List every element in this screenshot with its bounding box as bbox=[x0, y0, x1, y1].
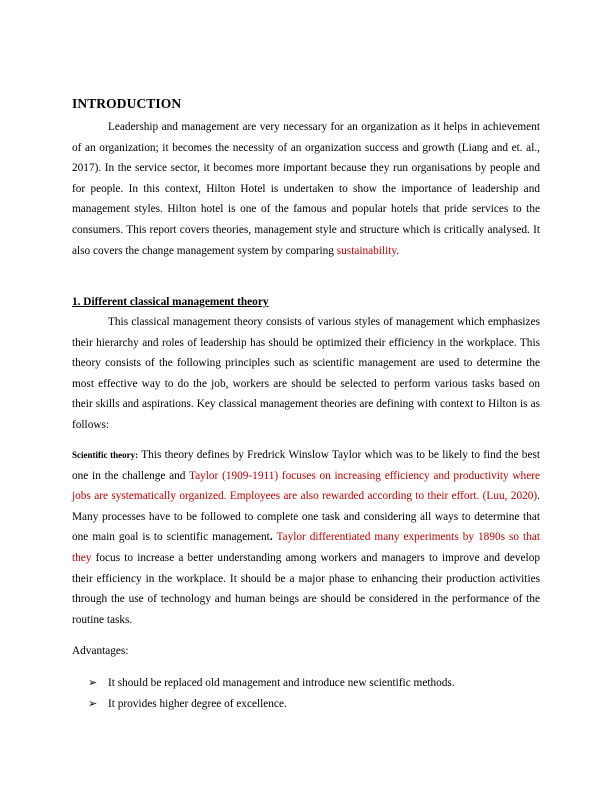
scientific-text-1: This theory defines by Fredrick Winslow Taylor which was to be likely to find the best one in the challenge and bbox=[72, 449, 540, 482]
intro-text: Leadership and management are very necessary for an organization as it helps in achievement of an organization; it becomes the necessity of an organization success and growth (Liang and et. al., 2017). In the service sector, it becomes more important because they run organisations by people and for people. In this context, Hilton Hotel is undertaken to show the importance of leadership and management styles. Hilton hotel is one of the famous and popular hotels that pride services to the consumers. This report covers theories, management style and structure which is critically analysed. It also covers the change management system by comparing bbox=[72, 121, 540, 257]
scientific-text-2: . Many processes have to be followed to complete one task and considering all ways to determine that one main goal is to scientific management bbox=[72, 490, 540, 544]
scientific-label: Scientific theory: bbox=[72, 450, 139, 460]
list-item bbox=[88, 673, 455, 694]
scientific-paragraph bbox=[72, 445, 540, 630]
scientific-section bbox=[72, 445, 540, 630]
intro-paragraph bbox=[72, 117, 540, 261]
arrow-bullet-icon: ➢ bbox=[88, 698, 98, 710]
intro-section bbox=[72, 117, 540, 261]
theory-section bbox=[72, 312, 540, 436]
intro-red-text: sustainability bbox=[336, 244, 397, 257]
page-title: INTRODUCTION bbox=[72, 96, 182, 111]
scientific-red-2: Taylor differentiated many experiments by 1890s so that they bbox=[72, 531, 540, 564]
arrow-bullet-icon: ➢ bbox=[88, 677, 98, 689]
list-item-text: It should be replaced old management and introduce new scientific methods. bbox=[108, 677, 455, 689]
section-heading: 1. Different classical management theory bbox=[72, 296, 269, 308]
scientific-red-1: Taylor (1909-1911) focuses on increasing efficiency and productivity where jobs are systematically organized. Employees are also rewarded according to their effort. (Luu, 2020) bbox=[72, 469, 540, 503]
intro-end: . bbox=[396, 244, 400, 257]
list-item bbox=[88, 694, 455, 715]
scientific-text-3: focus to increase a better understanding among workers and managers to improve and develop their efficiency in the workplace. It should be a major phase to enhancing their production activities through the use of technology and human beings are should be considered in the performance of the routine tasks. bbox=[72, 551, 540, 626]
advantages-list bbox=[88, 673, 455, 715]
scientific-dot: . bbox=[269, 531, 273, 544]
theory-paragraph: This classical management theory consists of various styles of management which emphasizes their hierarchy and roles of leadership has should be optimized their efficiency in the workplace. This theory consists of the following principles such as scientific management are used to determine the most effective way to do the job, workers are should be selected to perform various tasks based on their skills and aspirations. Key classical management theories are defining with context to Hilton is as follows: bbox=[72, 316, 540, 431]
advantages-label: Advantages: bbox=[72, 645, 129, 657]
list-item-text: It provides higher degree of excellence. bbox=[108, 698, 287, 710]
